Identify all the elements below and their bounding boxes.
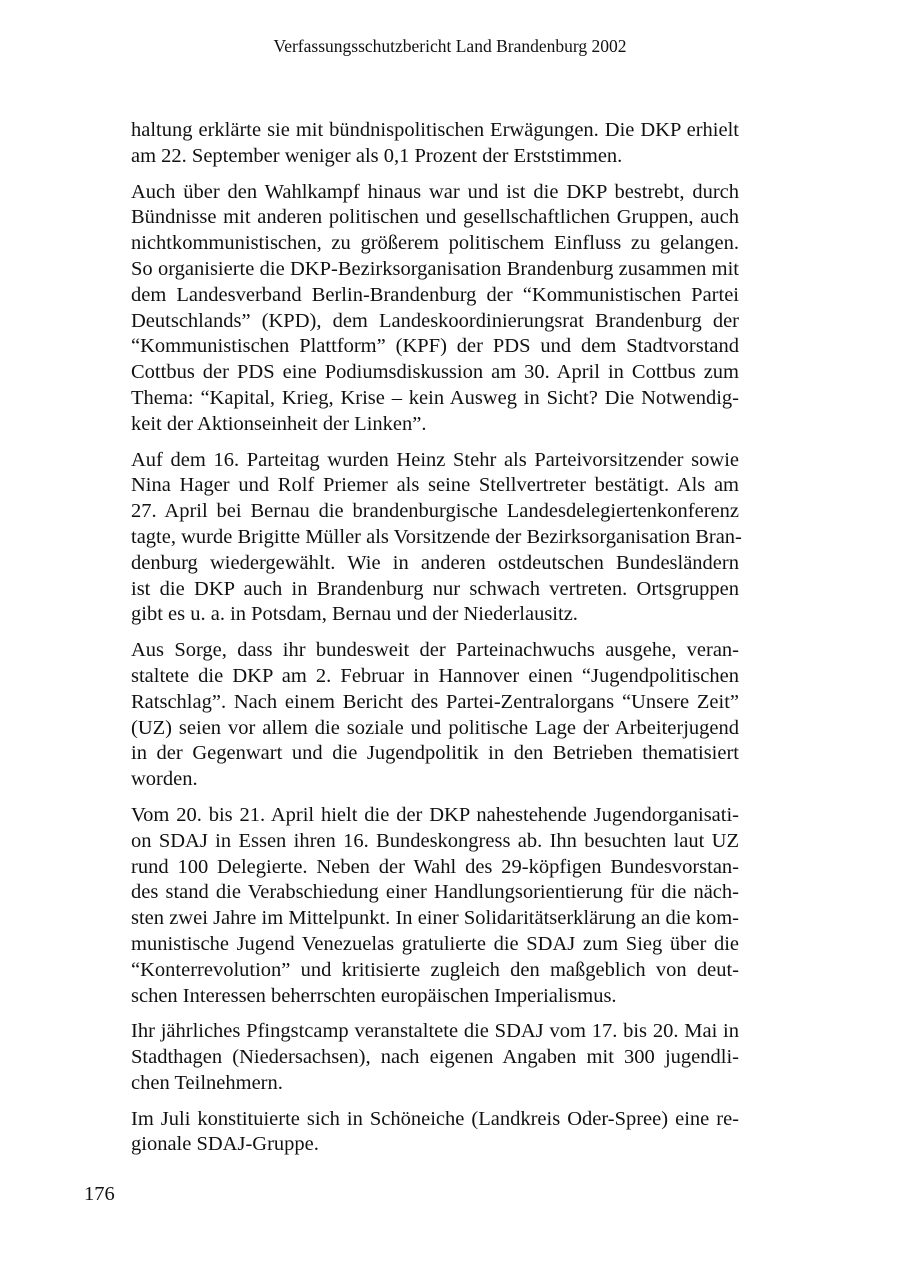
text-line: Vom 20. bis 21. April hielt die der DKP nahestehende Jugendorganisati- bbox=[131, 803, 739, 826]
text-line: munistische Jugend Venezuelas gratulierte die SDAJ zum Sieg über die bbox=[131, 932, 739, 955]
text-line: nichtkommunistischen, zu größerem politischem Einfluss zu gelangen. bbox=[131, 232, 739, 255]
text-line: gibt es u. a. in Potsdam, Bernau und der Niederlausitz. bbox=[131, 603, 578, 626]
text-line: staltete die DKP am 2. Februar in Hannover einen “Jugendpolitischen bbox=[131, 664, 739, 687]
paragraph-1 bbox=[131, 118, 739, 170]
text-line: schen Interessen beherrschten europäischen Imperialismus. bbox=[131, 984, 617, 1007]
text-line: Auch über den Wahlkampf hinaus war und ist die DKP bestrebt, durch bbox=[131, 180, 739, 203]
text-line: denburg wiedergewählt. Wie in anderen ostdeutschen Bundesländern bbox=[131, 551, 739, 574]
text-line: Ihr jährliches Pfingstcamp veranstaltete die SDAJ vom 17. bis 20. Mai in bbox=[131, 1020, 739, 1043]
paragraph-4 bbox=[131, 638, 739, 793]
text-line: dem Landesverband Berlin-Brandenburg der “Kommunistischen Partei bbox=[131, 283, 739, 306]
paragraph-3 bbox=[131, 448, 742, 629]
text-line: Auf dem 16. Parteitag wurden Heinz Stehr als Parteivorsitzender sowie bbox=[131, 448, 739, 471]
paragraph-2 bbox=[131, 180, 739, 438]
text-line: Deutschlands” (KPD), dem Landeskoordinierungsrat Brandenburg der bbox=[131, 309, 739, 332]
paragraph-6 bbox=[131, 1019, 739, 1096]
text-line: Nina Hager und Rolf Priemer als seine Stellvertreter bestätigt. Als am bbox=[131, 474, 739, 497]
text-line: Im Juli konstituierte sich in Schöneiche (Landkreis Oder-Spree) eine re- bbox=[131, 1107, 739, 1130]
text-line: tagte, wurde Brigitte Müller als Vorsitzende der Bezirksorganisation Bran- bbox=[131, 525, 742, 548]
text-line: “Konterrevolution” und kritisierte zugleich den maßgeblich von deut- bbox=[131, 958, 739, 981]
text-line: in der Gegenwart und die Jugendpolitik in den Betrieben thematisiert bbox=[131, 742, 739, 765]
text-line: ist die DKP auch in Brandenburg nur schwach vertreten. Ortsgruppen bbox=[131, 577, 739, 600]
body-text bbox=[131, 118, 742, 1168]
text-line: des stand die Verabschiedung einer Handlungsorientierung für die näch- bbox=[131, 881, 739, 904]
text-line: 27. April bei Bernau die brandenburgische Landesdelegiertenkonferenz bbox=[131, 500, 739, 523]
text-line: worden. bbox=[131, 768, 198, 791]
paragraph-5 bbox=[131, 803, 739, 1009]
text-line: sten zwei Jahre im Mittelpunkt. In einer Solidaritätserklärung an die kom- bbox=[131, 907, 739, 930]
page-number: 176 bbox=[84, 1183, 115, 1205]
text-line: am 22. September weniger als 0,1 Prozent der Erststimmen. bbox=[131, 144, 623, 167]
text-line: rund 100 Delegierte. Neben der Wahl des 29-köpfigen Bundesvorstan- bbox=[131, 855, 739, 878]
text-line: on SDAJ in Essen ihren 16. Bundeskongress ab. Ihn besuchten laut UZ bbox=[131, 829, 739, 852]
text-line: So organisierte die DKP-Bezirksorganisation Brandenburg zusammen mit bbox=[131, 257, 739, 280]
text-line: gionale SDAJ-Gruppe. bbox=[131, 1133, 319, 1156]
text-line: Aus Sorge, dass ihr bundesweit der Parteinachwuchs ausgehe, veran- bbox=[131, 639, 739, 662]
text-line: “Kommunistischen Plattform” (KPF) der PDS und dem Stadtvorstand bbox=[131, 335, 739, 358]
running-header: Verfassungsschutzbericht Land Brandenburg 2002 bbox=[273, 36, 627, 56]
text-line: haltung erklärte sie mit bündnispolitischen Erwägungen. Die DKP erhielt bbox=[131, 119, 739, 141]
text-line: chen Teilnehmern. bbox=[131, 1071, 283, 1094]
text-line: Ratschlag”. Nach einem Bericht des Partei-Zentralorgans “Unsere Zeit” bbox=[131, 690, 739, 713]
text-line: keit der Aktionseinheit der Linken”. bbox=[131, 412, 427, 435]
text-line: Thema: “Kapital, Krieg, Krise – kein Ausweg in Sicht? Die Notwendig- bbox=[131, 386, 739, 409]
text-line: Cottbus der PDS eine Podiumsdiskussion am 30. April in Cottbus zum bbox=[131, 361, 739, 384]
paragraph-7 bbox=[131, 1107, 739, 1159]
text-line: Bündnisse mit anderen politischen und gesellschaftlichen Gruppen, auch bbox=[131, 206, 739, 229]
text-line: (UZ) seien vor allem die soziale und politische Lage der Arbeiterjugend bbox=[131, 716, 739, 739]
text-line: Stadthagen (Niedersachsen), nach eigenen Angaben mit 300 jugendli- bbox=[131, 1046, 739, 1069]
